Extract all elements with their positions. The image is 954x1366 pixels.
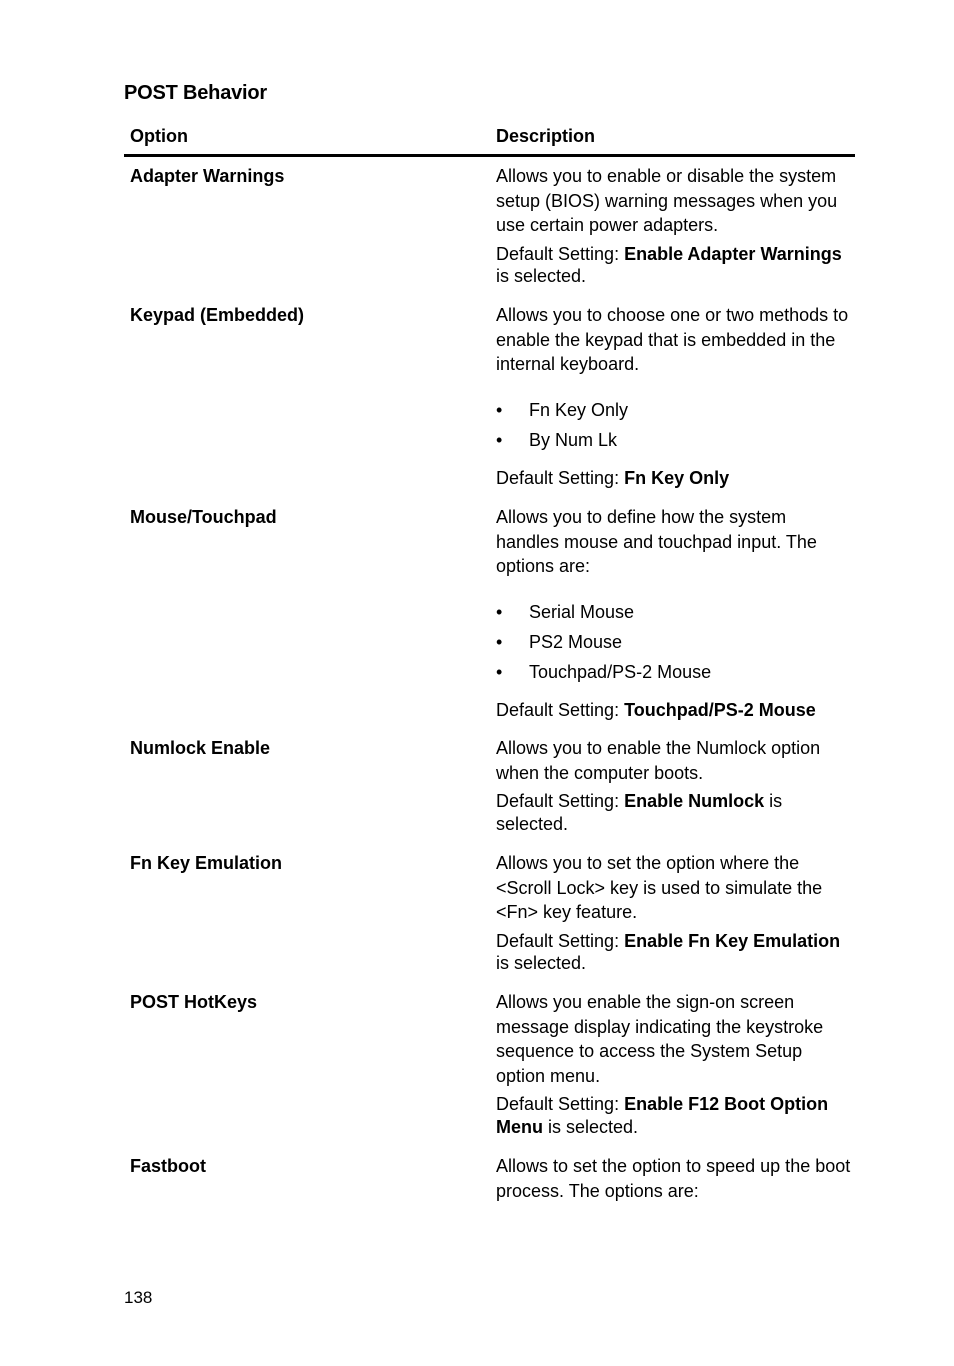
option-description <box>496 505 854 721</box>
default-setting: Default Setting: Touchpad/PS-2 Mouse <box>496 699 816 720</box>
option-description <box>496 736 854 835</box>
option-description <box>496 1154 854 1203</box>
option-name: POST HotKeys <box>130 992 258 1012</box>
description-text: Allows to set the option to speed up the boot process. The options are: <box>496 1156 851 1201</box>
bullet-icon: • <box>496 631 503 652</box>
table-header <box>124 124 855 157</box>
default-value: Enable Adapter Warnings <box>624 243 842 264</box>
option-description <box>496 303 854 489</box>
column-header-option: Option <box>130 126 188 146</box>
header-rule <box>124 154 855 157</box>
default-setting: Default Setting: Fn Key Only <box>496 467 730 488</box>
page-number: 138 <box>124 1288 153 1307</box>
section-title: POST Behavior <box>124 82 267 104</box>
option-description <box>496 851 854 975</box>
default-setting: Default Setting: Enable F12 Boot Option Menu is selected. <box>496 1094 829 1137</box>
description-text: Allows you to enable or disable the system setup (BIOS) warning messages when you use certain power adapters. <box>496 166 838 235</box>
option-name: Fn Key Emulation <box>130 853 283 873</box>
default-value: Fn Key Only <box>624 467 730 488</box>
bullet-icon: • <box>496 429 503 450</box>
default-value: Enable Fn Key Emulation <box>624 930 841 951</box>
list-item: • PS2 Mouse <box>496 627 854 657</box>
option-name: Fastboot <box>130 1156 206 1176</box>
description-text: Allows you to choose one or two methods to enable the keypad that is embedded in the internal keyboard. <box>496 305 849 374</box>
description-text: Allows you to define how the system handles mouse and touchpad input. The options are: <box>496 507 817 576</box>
option-name: Adapter Warnings <box>130 166 285 186</box>
description-text: Allows you to set the option where the <Scroll Lock> key is used to simulate the <Fn> key feature. <box>496 853 823 922</box>
description-text: Allows you enable the sign-on screen message display indicating the keystroke sequence to access the System Setup option menu. <box>496 992 824 1086</box>
description-text: Allows you to enable the Numlock option when the computer boots. <box>496 738 821 783</box>
bullet-icon: • <box>496 661 503 682</box>
default-setting: Default Setting: Enable Numlock is selected. <box>496 791 783 834</box>
bullet-icon: • <box>496 601 503 622</box>
default-value: Enable Numlock <box>624 791 765 811</box>
list-item: • Fn Key Only <box>496 395 854 425</box>
options-list <box>496 597 854 687</box>
options-list <box>496 395 854 455</box>
option-description <box>496 164 854 288</box>
list-item: • Touchpad/PS-2 Mouse <box>496 657 854 687</box>
default-setting: Default Setting: Enable Adapter Warnings is selected. <box>496 243 842 286</box>
option-name: Numlock Enable <box>130 738 271 758</box>
bullet-icon: • <box>496 399 503 420</box>
list-item: • By Num Lk <box>496 425 854 455</box>
column-header-description: Description <box>496 126 596 146</box>
default-setting: Default Setting: Enable Fn Key Emulation is selected. <box>496 930 841 973</box>
default-value: Enable F12 Boot Option Menu <box>496 1094 829 1137</box>
default-value: Touchpad/PS-2 Mouse <box>624 699 816 720</box>
list-item: • Serial Mouse <box>496 597 854 627</box>
option-name: Keypad (Embedded) <box>130 305 305 325</box>
option-description <box>496 990 854 1138</box>
option-name: Mouse/Touchpad <box>130 507 277 527</box>
